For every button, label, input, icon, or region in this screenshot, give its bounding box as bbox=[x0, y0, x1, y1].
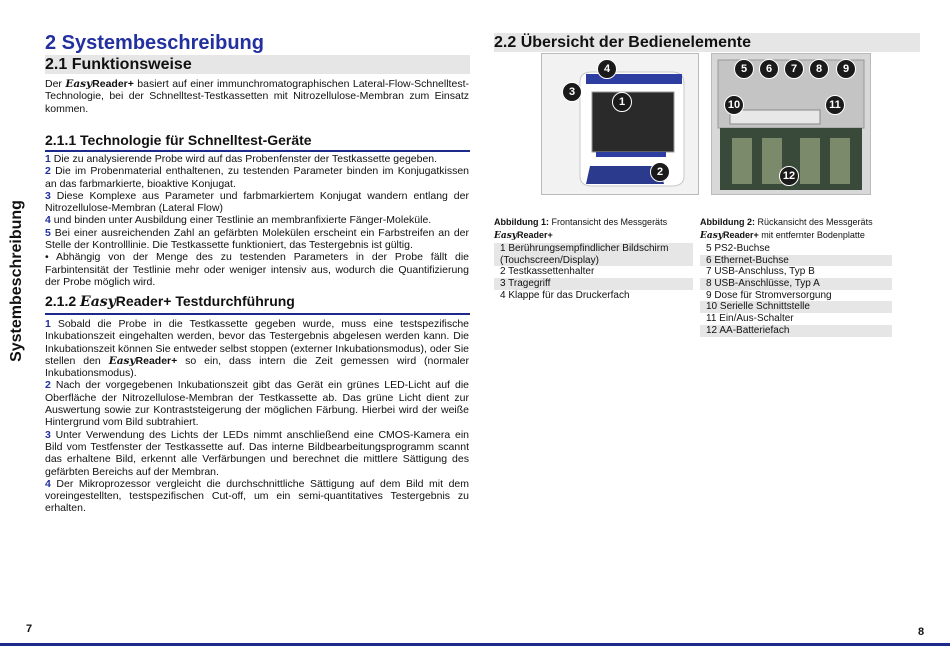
subsection-title-testdurchfuehrung: 2.1.2 EasyReader+ Testdurchführung bbox=[45, 293, 295, 310]
callout-badge: 8 bbox=[809, 59, 829, 79]
list-item: 3 Unter Verwendung des Lichts der LEDs nimmt anschließend eine CMOS-Kamera ein Bild vom Testfenster der Testkassette auf. Das interne Bildbearbeitungsprogramm scannt das erhaltene Bild, erkennt alle Verfärbungen und berechnet die mittlere Sättigung des gefärbten Bereichs auf der Membran. bbox=[45, 428, 469, 478]
figure-1-caption: Abbildung 1: Frontansicht des Messgeräts EasyReader+ bbox=[494, 217, 668, 241]
brand-easy: Easy bbox=[65, 78, 93, 90]
callout-badge: 10 bbox=[724, 95, 744, 115]
figure-2-legend bbox=[700, 243, 892, 337]
callout-badge: 2 bbox=[650, 162, 670, 182]
section-title-funktionsweise: 2.1 Funktionsweise bbox=[45, 55, 470, 74]
callout-badge: 5 bbox=[734, 59, 754, 79]
list-item: 4 und binden unter Ausbildung einer Testlinie an membranfixierte Fänger-Moleküle. bbox=[45, 214, 432, 227]
front-view-photo bbox=[541, 53, 699, 195]
section-rule bbox=[45, 150, 470, 152]
sidebar-chapter-label: Systembeschreibung bbox=[8, 200, 25, 362]
page-number-right: 8 bbox=[918, 626, 925, 638]
callout-badge: 11 bbox=[825, 95, 845, 115]
legend-row: 5 PS2-Buchse bbox=[706, 243, 770, 254]
section-rule bbox=[45, 313, 470, 315]
callout-badge: 1 bbox=[612, 92, 632, 112]
legend-row: 10 Serielle Schnittstelle bbox=[700, 301, 892, 313]
list-item: 4 Der Mikroprozessor vergleicht die durchschnittliche Sättigung auf dem Bild mit dem voreingestellten, testspezifischen Cut-off, um ein semi-quantitatives Testergebnis zu erhalten. bbox=[45, 477, 469, 515]
figure-1-legend bbox=[494, 243, 693, 301]
legend-row: 4 Klappe für das Druckerfach bbox=[500, 289, 630, 301]
section-title-bedienelemente: 2.2 Übersicht der Bedienelemente bbox=[494, 33, 920, 52]
legend-row: 7 USB-Anschluss, Typ B bbox=[706, 266, 815, 278]
list-item: • Abhängig von der Menge des zu testenden Parameters in der Probe fällt die Farbintensität der Testlinie mehr oder weniger intensiv aus, wodurch die Quantifizierung der Probe möglich wird. bbox=[45, 251, 469, 288]
list-item: 2 Die im Probenmaterial enthaltenen, zu testenden Parameter binden im Konjugatkissen an das farbmarkierte, bioaktive Konjugat. bbox=[45, 165, 469, 190]
callout-badge: 4 bbox=[597, 59, 617, 79]
list-item: 3 Diese Komplexe aus Parameter und farbmarkiertem Konjugat wandern entlang der Nitrozellulose-Membran (Lateral Flow) bbox=[45, 189, 469, 215]
technologie-list bbox=[45, 153, 469, 288]
list-item: 1 Sobald die Probe in die Testkassette gegeben wurde, muss eine testspezifische Inkubationszeit eingehalten werden, bevor das Testergebnis abgelesen werden kann. Die Inkubationszeit können Sie entweder selbst stoppen (externer Inkubationsmodus), oder Sie stellen den EasyReader+ so ein, dass intern die Zeit gemessen wird (normaler Inkubationsmodus). bbox=[45, 318, 470, 380]
legend-row: 11 Ein/Aus-Schalter bbox=[706, 313, 794, 325]
callout-badge: 6 bbox=[759, 59, 779, 79]
bottom-rule bbox=[0, 643, 950, 646]
list-item: 1 Die zu analysierende Probe wird auf das Probenfenster der Testkassette gegeben. bbox=[45, 153, 438, 165]
legend-row: 2 Testkassettenhalter bbox=[500, 266, 595, 278]
legend-row: 9 Dose für Stromversorgung bbox=[706, 289, 832, 301]
intro-paragraph: Der EasyReader+ basiert auf einer immunchromatographischen Lateral-Flow-Schnelltest-Technologie, bei der Schnelltest-Testkassetten mit Nitrozellulose-Membran zum Einsatz kommen. bbox=[45, 78, 469, 115]
legend-row: 12 AA-Batteriefach bbox=[700, 325, 892, 337]
subsection-title-technologie: 2.1.1 Technologie für Schnelltest-Geräte bbox=[45, 132, 312, 148]
legend-row: 3 Tragegriff bbox=[494, 278, 693, 290]
callout-badge: 12 bbox=[779, 166, 799, 186]
device-front-illustration bbox=[542, 54, 698, 194]
page-number-left: 7 bbox=[26, 623, 33, 635]
brand-reader: Reader+ bbox=[92, 78, 134, 90]
figure-2-caption: Abbildung 2: Rückansicht des Messgeräts EasyReader+ mit entfernter Bodenplatte bbox=[700, 217, 873, 241]
testdurchfuehrung-list bbox=[45, 318, 469, 515]
legend-row: 8 USB-Anschlüsse, Typ A bbox=[700, 278, 892, 290]
legend-row: 1 Berührungsempfindlicher Bildschirm (Touchscreen/Display) bbox=[494, 243, 693, 266]
callout-badge: 7 bbox=[784, 59, 804, 79]
chapter-title: 2 Systembeschreibung bbox=[45, 32, 264, 54]
legend-row: 6 Ethernet-Buchse bbox=[700, 255, 892, 267]
list-item: 2 Nach der vorgegebenen Inkubationszeit gibt das Gerät ein grünes LED-Licht auf die Oberfläche der Nitrozellulose-Membran der Testkassette ab. Das grüne Licht dient zur Auswertung sowie zur Kontraststeigerung der möglichen Färbung. Hierbei wird der weiße Hintergrund vom Bild subtrahiert. bbox=[45, 379, 469, 429]
list-item: 5 Bei einer ausreichenden Zahl an gefärbten Molekülen erscheint ein Farbstreifen an der Stelle der Kontrolllinie. Die Testkassette funktioniert, das Testergebnis ist gültig. bbox=[45, 226, 470, 252]
callout-badge: 3 bbox=[562, 82, 582, 102]
callout-badge: 9 bbox=[836, 59, 856, 79]
back-view-photo bbox=[711, 53, 871, 195]
